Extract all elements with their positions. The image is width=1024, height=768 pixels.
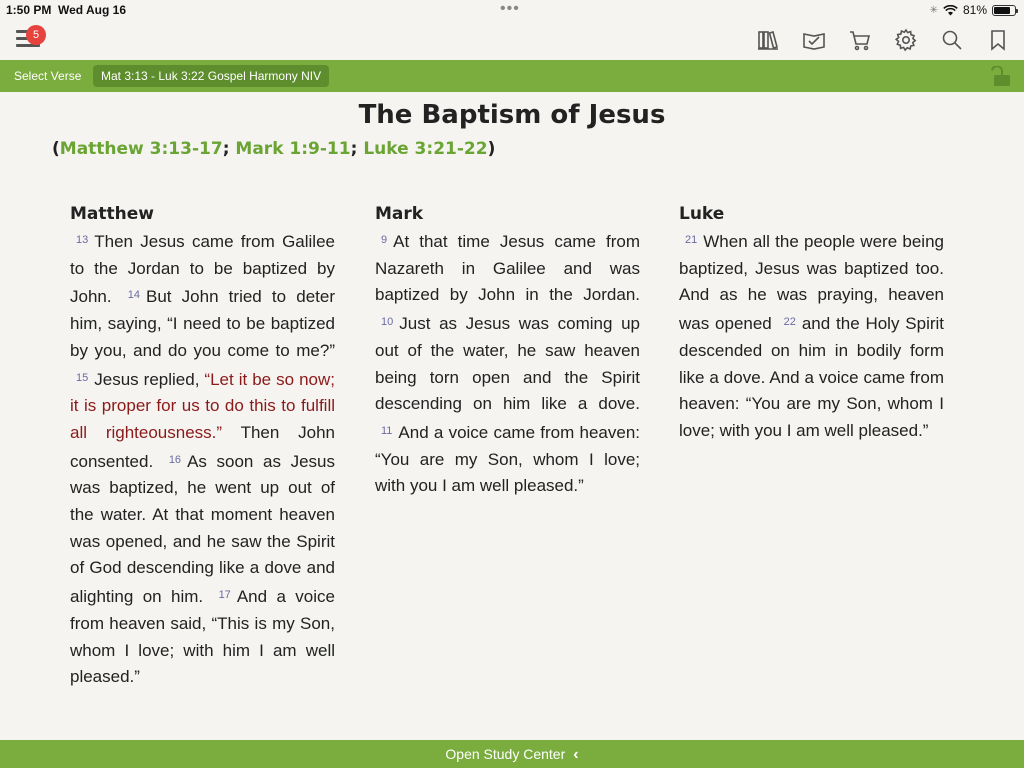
ref-link-matthew[interactable]: Matthew 3:13-17 — [59, 139, 223, 159]
verse-number[interactable]: 11 — [381, 424, 393, 437]
verse-text: When all the people were being baptized, Jesus was baptized too. And as he was praying, heaven was opened — [679, 232, 944, 334]
refs-open-paren: ( — [52, 139, 60, 159]
verse-text: Then Jesus came from Galilee to the Jordan to be baptized by John. — [70, 232, 335, 307]
search-button[interactable] — [936, 26, 968, 54]
reading-plan-icon — [802, 28, 826, 52]
bookmark-icon — [986, 28, 1010, 52]
verse-text: But John tried to deter him, saying, “I need to be baptized by you, and do you come to me?” — [70, 287, 335, 360]
top-toolbar — [0, 20, 1024, 60]
verse-number[interactable]: 10 — [381, 316, 394, 329]
search-icon — [940, 28, 964, 52]
select-verse-button[interactable]: Select Verse — [14, 69, 82, 83]
verse-number[interactable]: 22 — [783, 316, 796, 329]
status-right — [930, 3, 1016, 17]
status-bar — [0, 0, 1024, 20]
battery-fill — [994, 7, 1010, 14]
chevron-left-icon: ‹ — [573, 746, 579, 763]
reading-plan-button[interactable] — [798, 26, 830, 54]
words-of-jesus: “Let it be so now; it is proper for us to do this to fulfill all righteousness.” — [70, 369, 335, 442]
verse-number[interactable]: 13 — [76, 234, 89, 246]
verse-text: Jesus replied, — [94, 369, 200, 389]
wifi-icon — [943, 5, 958, 16]
verse-number[interactable]: 17 — [218, 589, 231, 602]
open-study-center-button[interactable] — [0, 740, 1024, 768]
verse-text: At that time Jesus came from Nazareth in Galilee and was baptized by John in the Jordan. — [375, 232, 640, 305]
column-luke — [679, 204, 944, 445]
verse-text: Then John consented. — [70, 422, 336, 471]
status-time: 1:50 PM — [6, 3, 52, 17]
verse-text: And a voice came from heaven: “You are my Son, whom I love; with you I am well pleased.” — [375, 422, 640, 496]
refs-separator: ; — [222, 139, 230, 159]
verse-number[interactable]: 15 — [76, 371, 89, 384]
verse-number[interactable]: 16 — [168, 453, 182, 466]
passage-reference-button[interactable]: Mat 3:13 - Luk 3:22 Gospel Harmony NIV — [93, 65, 329, 87]
settings-button[interactable] — [890, 26, 922, 54]
column-heading-mark: Mark — [375, 204, 424, 224]
cart-icon — [848, 28, 872, 52]
library-button[interactable] — [752, 26, 784, 54]
settings-icon — [894, 28, 918, 52]
library-icon — [756, 28, 780, 52]
multitasking-dots-icon[interactable]: ••• — [500, 0, 520, 17]
battery-percent: 81% — [962, 3, 987, 17]
passage-nav-bar — [0, 60, 1024, 92]
column-matthew — [70, 204, 335, 691]
passage-references — [52, 139, 495, 159]
unlock-icon[interactable] — [990, 66, 1014, 88]
verse-text: and the Holy Spirit descended on him in bodily form like a dove. And a voice came from heaven: “You are my Son, whom I love; with you I am well pleased.” — [679, 314, 945, 440]
refs-close-paren: ) — [487, 139, 496, 159]
study-center-label: Open Study Center — [445, 746, 566, 762]
toolbar-actions — [752, 26, 1014, 54]
verse-number[interactable]: 14 — [127, 289, 140, 302]
notification-badge: 5 — [26, 25, 46, 45]
verse-number[interactable]: 9 — [381, 234, 388, 246]
column-mark — [375, 204, 640, 500]
page-title: The Baptism of Jesus — [358, 100, 666, 130]
activity-icon: ✳ — [929, 4, 938, 16]
column-text-luke — [679, 227, 944, 445]
column-heading-matthew: Matthew — [70, 204, 154, 224]
column-text-mark — [375, 227, 640, 500]
status-date: Wed Aug 16 — [58, 3, 127, 17]
verse-text: Just as Jesus was coming up out of the water, he saw heaven being torn open and the Spirit descending on him like a dove. — [375, 314, 640, 414]
verse-text: As soon as Jesus was baptized, he went up out of the water. At that moment heaven was opened, and he saw the Spirit of God descending like a dove and alighting on him. — [70, 451, 335, 607]
battery-icon — [992, 5, 1016, 16]
verse-number[interactable]: 21 — [685, 234, 698, 246]
refs-separator: ; — [350, 139, 358, 159]
column-heading-luke: Luke — [679, 204, 725, 224]
bookmark-button[interactable] — [982, 26, 1014, 54]
ref-link-luke[interactable]: Luke 3:21-22 — [363, 139, 488, 159]
verse-text: And a voice from heaven said, “This is my Son, whom I love; with him I am well pleased.” — [70, 587, 335, 687]
store-button[interactable] — [844, 26, 876, 54]
ref-link-mark[interactable]: Mark 1:9-11 — [235, 139, 351, 159]
column-text-matthew — [70, 227, 335, 691]
